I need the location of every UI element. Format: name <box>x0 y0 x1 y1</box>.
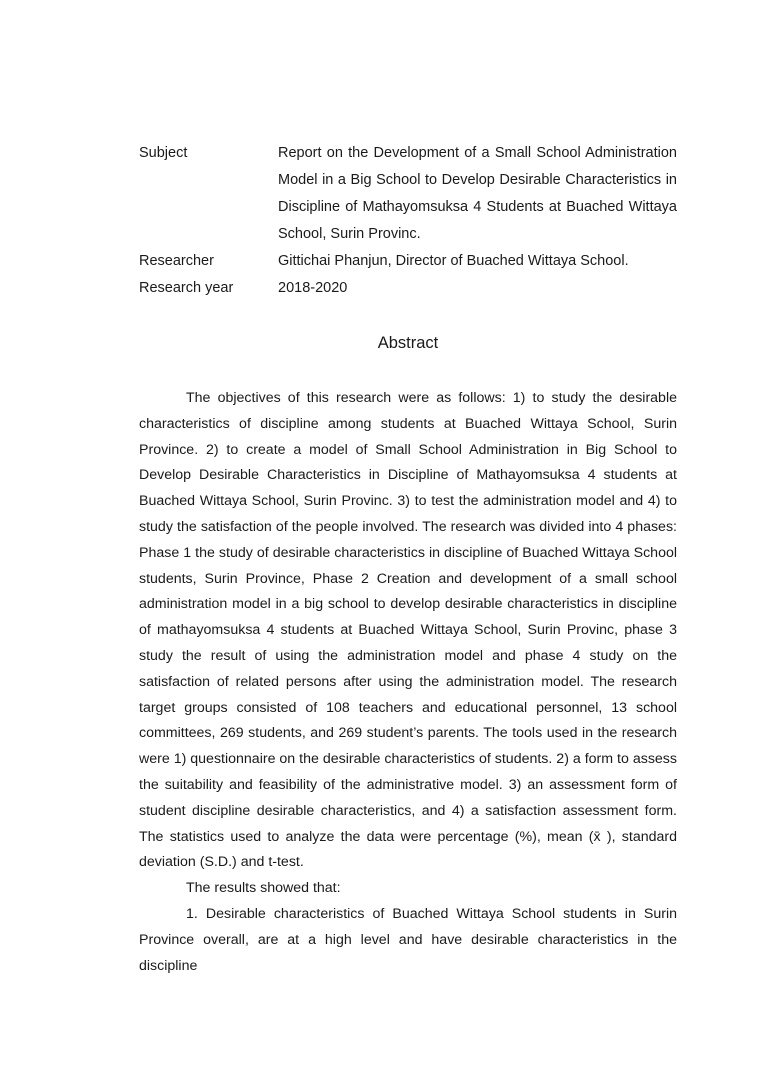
research-year-row <box>139 275 677 302</box>
research-year-label: Research year <box>139 280 234 296</box>
abstract-body <box>139 386 677 979</box>
abstract-paragraph-objectives: The objectives of this research were as follows: 1) to study the desirable characteristics of discipline among students at Buached Wittaya School, Surin Province. 2) to create a model of Small School Administration in Big School to Develop Desirable Characteristics in Discipline of Mathayomsuksa 4 students at Buached Wittaya School, Surin Provinc. 3) to test the administration model and 4) to study the satisfaction of the people involved. The research was divided into 4 phases: Phase 1 the study of desirable characteristics in discipline of Buached Wittaya School students, Surin Province, Phase 2 Creation and development of a small school administration model in a big school to develop desirable characteristics in discipline of mathayomsuksa 4 students at Buached Wittaya School, Surin Provinc, phase 3 study the result of using the administration model and phase 4 study on the satisfaction of related persons after using the administration model. The research target groups consisted of 108 teachers and educational personnel, 13 school committees, 269 students, and 269 student’s parents. The tools used in the research were 1) questionnaire on the desirable characteristics of students. 2) a form to assess the suitability and feasibility of the administrative model. 3) an assessment form of student discipline desirable characteristics, and 4) a satisfaction assessment form. The statistics used to analyze the data were percentage (%), mean (x̄ ), standard deviation (S.D.) and t-test. <box>139 390 677 871</box>
research-year-value: 2018-2020 <box>278 280 348 296</box>
researcher-value: Gittichai Phanjun, Director of Buached Wittaya School. <box>278 253 629 269</box>
researcher-label: Researcher <box>139 253 214 269</box>
abstract-paragraph-results-intro: The results showed that: <box>186 880 341 897</box>
subject-label: Subject <box>139 145 188 161</box>
subject-row <box>139 140 677 248</box>
subject-value: Report on the Development of a Small School Administration Model in a Big School to Develop Desirable Characteristics in Discipline of Mathayomsuksa 4 Students at Buached Wittaya School, Surin Provinc. <box>278 145 677 242</box>
report-metadata <box>139 140 677 302</box>
abstract-heading: Abstract <box>377 334 439 352</box>
researcher-row <box>139 248 677 275</box>
abstract-paragraph-result-1: 1. Desirable characteristics of Buached Wittaya School students in Surin Province overall, are at a high level and have desirable characteristics in the discipline <box>139 905 677 974</box>
